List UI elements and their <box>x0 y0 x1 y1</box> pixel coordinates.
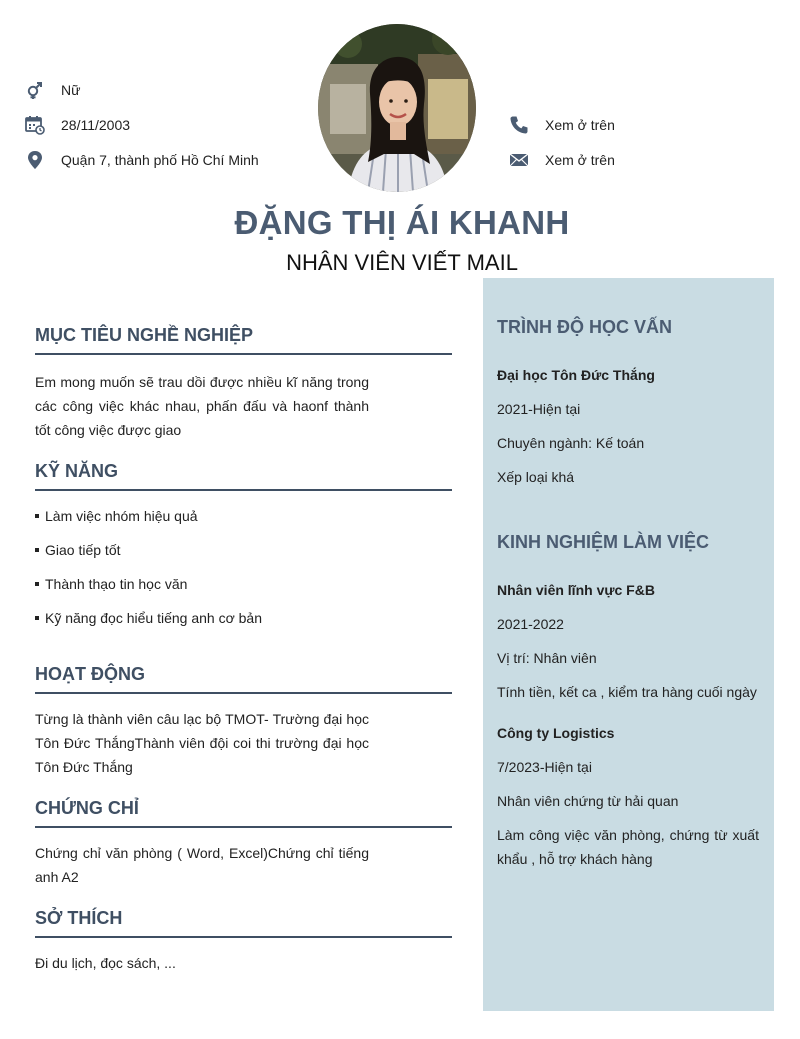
certificates-text: Chứng chỉ văn phòng ( Word, Excel)Chứng chỉ tiếng anh A2 <box>35 845 369 885</box>
objective-heading: MỤC TIÊU NGHỀ NGHIỆP <box>35 325 452 355</box>
phone-icon <box>509 115 529 135</box>
skill-item-text: Giao tiếp tốt <box>45 542 121 558</box>
skill-item-text: Thành thạo tin học văn <box>45 576 188 592</box>
skill-item-text: Kỹ năng đọc hiểu tiếng anh cơ bản <box>45 610 263 626</box>
gender-text: Nữ <box>61 82 81 98</box>
activities-heading: HOẠT ĐỘNG <box>35 664 452 694</box>
job2-period: 7/2023-Hiện tại <box>497 759 592 775</box>
education-school: Đại học Tôn Đức Thắng <box>497 367 655 383</box>
job2-position: Nhân viên chứng từ hải quan <box>497 793 679 809</box>
job2-title: Công ty Logistics <box>497 725 615 741</box>
certificates-heading: CHỨNG CHỈ <box>35 798 452 828</box>
job-title: NHÂN VIÊN VIẾT MAIL <box>286 250 518 275</box>
calendar-icon <box>25 115 45 135</box>
skill-item <box>35 576 187 592</box>
experience-heading: KINH NGHIỆM LÀM VIỆC <box>497 532 710 552</box>
location-pin-icon <box>25 150 45 170</box>
job1-desc: Tính tiền, kết ca , kiểm tra hàng cuối ngày <box>497 684 757 700</box>
profile-photo <box>318 24 476 192</box>
education-heading: TRÌNH ĐỘ HỌC VẤN <box>497 317 672 337</box>
gender-row <box>25 80 80 100</box>
birthday-text: 28/11/2003 <box>61 117 131 133</box>
skill-item <box>35 610 262 626</box>
job1-title: Nhân viên lĩnh vực F&B <box>497 582 655 598</box>
objective-text: Em mong muốn sẽ trau dồi được nhiều kĩ năng trong các công việc khác nhau, phấn đấu và haonf thành tốt công việc được giao <box>35 374 369 438</box>
skill-item-text: Làm việc nhóm hiệu quả <box>45 508 198 524</box>
job2-desc: Làm công việc văn phòng, chứng từ xuất khẩu , hỗ trợ khách hàng <box>497 827 759 867</box>
address-text: Quận 7, thành phố Hồ Chí Minh <box>61 152 259 168</box>
education-major: Chuyên ngành: Kế toán <box>497 435 645 451</box>
hobbies-text: Đi du lịch, đọc sách, ... <box>35 955 176 971</box>
job1-position: Vị trí: Nhân viên <box>497 650 597 666</box>
phone-row <box>509 115 615 135</box>
right-panel <box>483 278 774 1011</box>
address-row <box>25 150 259 170</box>
activities-text: Từng là thành viên câu lạc bộ TMOT- Trường đại học Tôn Đức ThắngThành viên đội coi thi trường đại học Tôn Đức Thắng <box>35 711 369 775</box>
candidate-name: ĐẶNG THỊ ÁI KHANH <box>234 204 570 241</box>
email-text: Xem ở trên <box>545 152 615 168</box>
gender-icon <box>25 80 45 100</box>
job1-period: 2021-2022 <box>497 616 564 632</box>
skill-item <box>35 542 121 558</box>
education-period: 2021-Hiện tại <box>497 401 581 417</box>
birthday-row <box>25 115 130 135</box>
education-rank: Xếp loại khá <box>497 469 575 485</box>
phone-text: Xem ở trên <box>545 117 615 133</box>
skill-item <box>35 508 198 524</box>
email-row <box>509 150 615 170</box>
skills-heading: KỸ NĂNG <box>35 461 452 491</box>
email-icon <box>509 150 529 170</box>
hobbies-heading: SỞ THÍCH <box>35 908 452 938</box>
